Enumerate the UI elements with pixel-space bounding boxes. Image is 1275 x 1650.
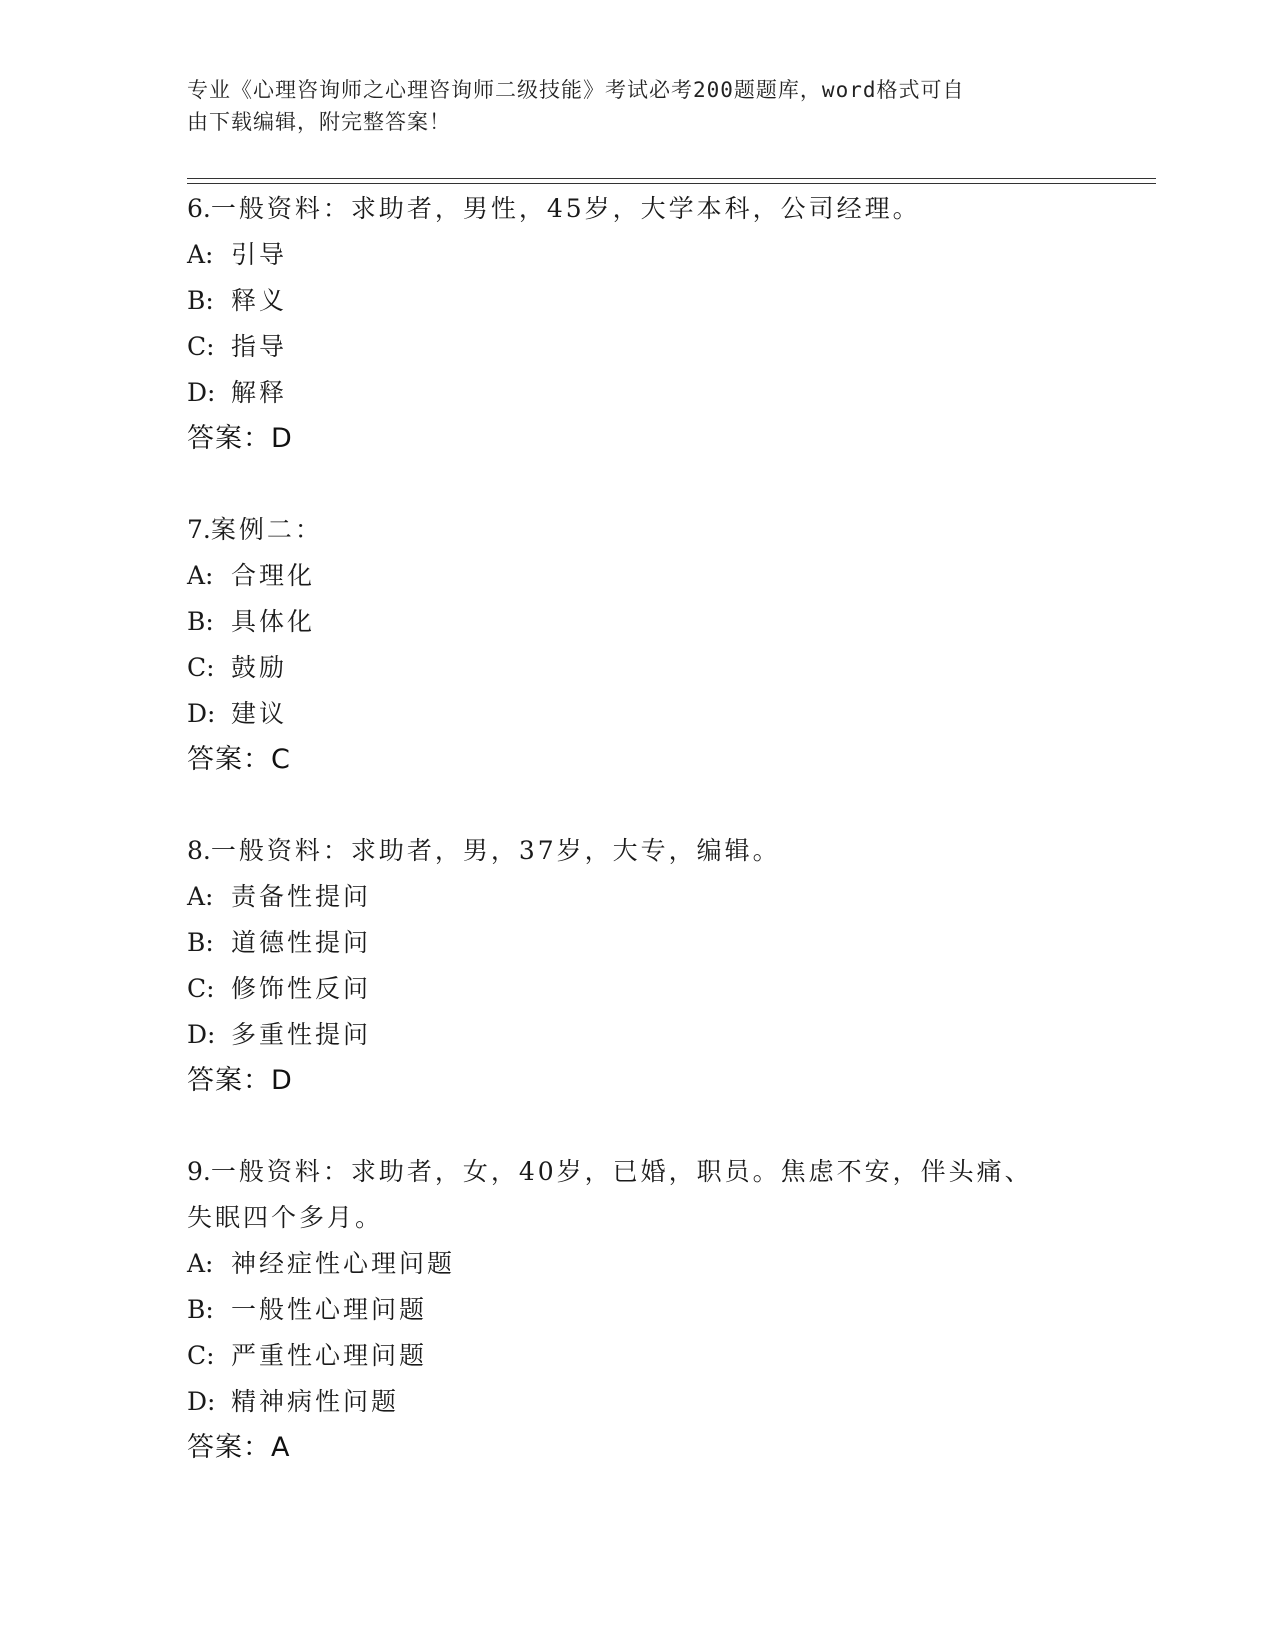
option-text: 建议 [231, 699, 288, 728]
option-letter: A: [187, 561, 214, 590]
question-item [187, 1149, 1147, 1471]
option-c [187, 645, 1147, 691]
question-item [187, 828, 1147, 1104]
question-text: 一般资料：求助者，男性，45岁，大学本科，公司经理。 [210, 194, 921, 223]
option-b [187, 1287, 1147, 1333]
header-divider-top [187, 178, 1156, 179]
question-number: 8. [187, 836, 211, 865]
option-text: 引导 [231, 240, 288, 269]
option-text: 一般性心理问题 [231, 1295, 428, 1324]
option-a [187, 1241, 1147, 1287]
option-d [187, 1012, 1147, 1058]
option-text: 具体化 [231, 607, 316, 636]
option-b [187, 920, 1147, 966]
option-c [187, 966, 1147, 1012]
question-stem [187, 186, 1147, 232]
intro-line-1: 专业《心理咨询师之心理咨询师二级技能》考试必考200题题库，word格式可自 [187, 78, 965, 102]
option-c [187, 324, 1147, 370]
option-letter: D: [187, 1387, 216, 1416]
option-text: 鼓励 [231, 653, 288, 682]
answer-line: 答案：D [187, 1065, 293, 1096]
question-text: 一般资料：求助者，女，40岁，已婚，职员。焦虑不安，伴头痛、 [210, 1157, 1033, 1186]
option-text: 责备性提问 [231, 882, 372, 911]
option-text: 指导 [231, 332, 288, 361]
option-letter: C: [187, 332, 215, 361]
option-text: 修饰性反问 [231, 974, 372, 1003]
question-stem [187, 1149, 1147, 1195]
question-number: 6. [187, 194, 211, 223]
option-letter: D: [187, 1020, 216, 1049]
option-b [187, 599, 1147, 645]
option-letter: C: [187, 974, 215, 1003]
option-a [187, 553, 1147, 599]
question-stem-continuation: 失眠四个多月。 [187, 1203, 384, 1232]
option-text: 神经症性心理问题 [231, 1249, 456, 1278]
answer-line: 答案：A [187, 1432, 291, 1463]
option-letter: A: [187, 882, 214, 911]
document-intro [187, 74, 1067, 138]
answer-line: 答案：D [187, 423, 293, 454]
option-letter: D: [187, 699, 216, 728]
question-text: 案例二： [210, 515, 323, 544]
option-letter: C: [187, 653, 215, 682]
option-a [187, 232, 1147, 278]
option-text: 释义 [231, 286, 288, 315]
question-stem [187, 507, 1147, 553]
question-list [187, 186, 1147, 1516]
option-d [187, 1379, 1147, 1425]
option-letter: B: [187, 607, 214, 636]
option-text: 严重性心理问题 [231, 1341, 428, 1370]
option-d [187, 370, 1147, 416]
option-text: 解释 [231, 378, 288, 407]
question-item [187, 186, 1147, 462]
question-item [187, 507, 1147, 783]
option-a [187, 874, 1147, 920]
question-number: 7. [187, 515, 211, 544]
question-stem [187, 828, 1147, 874]
option-letter: D: [187, 378, 216, 407]
option-letter: A: [187, 240, 214, 269]
option-b [187, 278, 1147, 324]
option-letter: B: [187, 928, 214, 957]
option-d [187, 691, 1147, 737]
question-text: 一般资料：求助者，男，37岁，大专，编辑。 [210, 836, 781, 865]
option-text: 合理化 [231, 561, 316, 590]
option-text: 道德性提问 [231, 928, 372, 957]
option-letter: A: [187, 1249, 214, 1278]
header-divider-bottom [187, 183, 1156, 184]
option-letter: C: [187, 1341, 215, 1370]
question-number: 9. [187, 1157, 211, 1186]
intro-line-2: 由下载编辑，附完整答案！ [187, 110, 451, 134]
option-text: 精神病性问题 [231, 1387, 400, 1416]
option-text: 多重性提问 [231, 1020, 372, 1049]
answer-line: 答案：C [187, 744, 291, 775]
option-c [187, 1333, 1147, 1379]
option-letter: B: [187, 286, 214, 315]
option-letter: B: [187, 1295, 214, 1324]
